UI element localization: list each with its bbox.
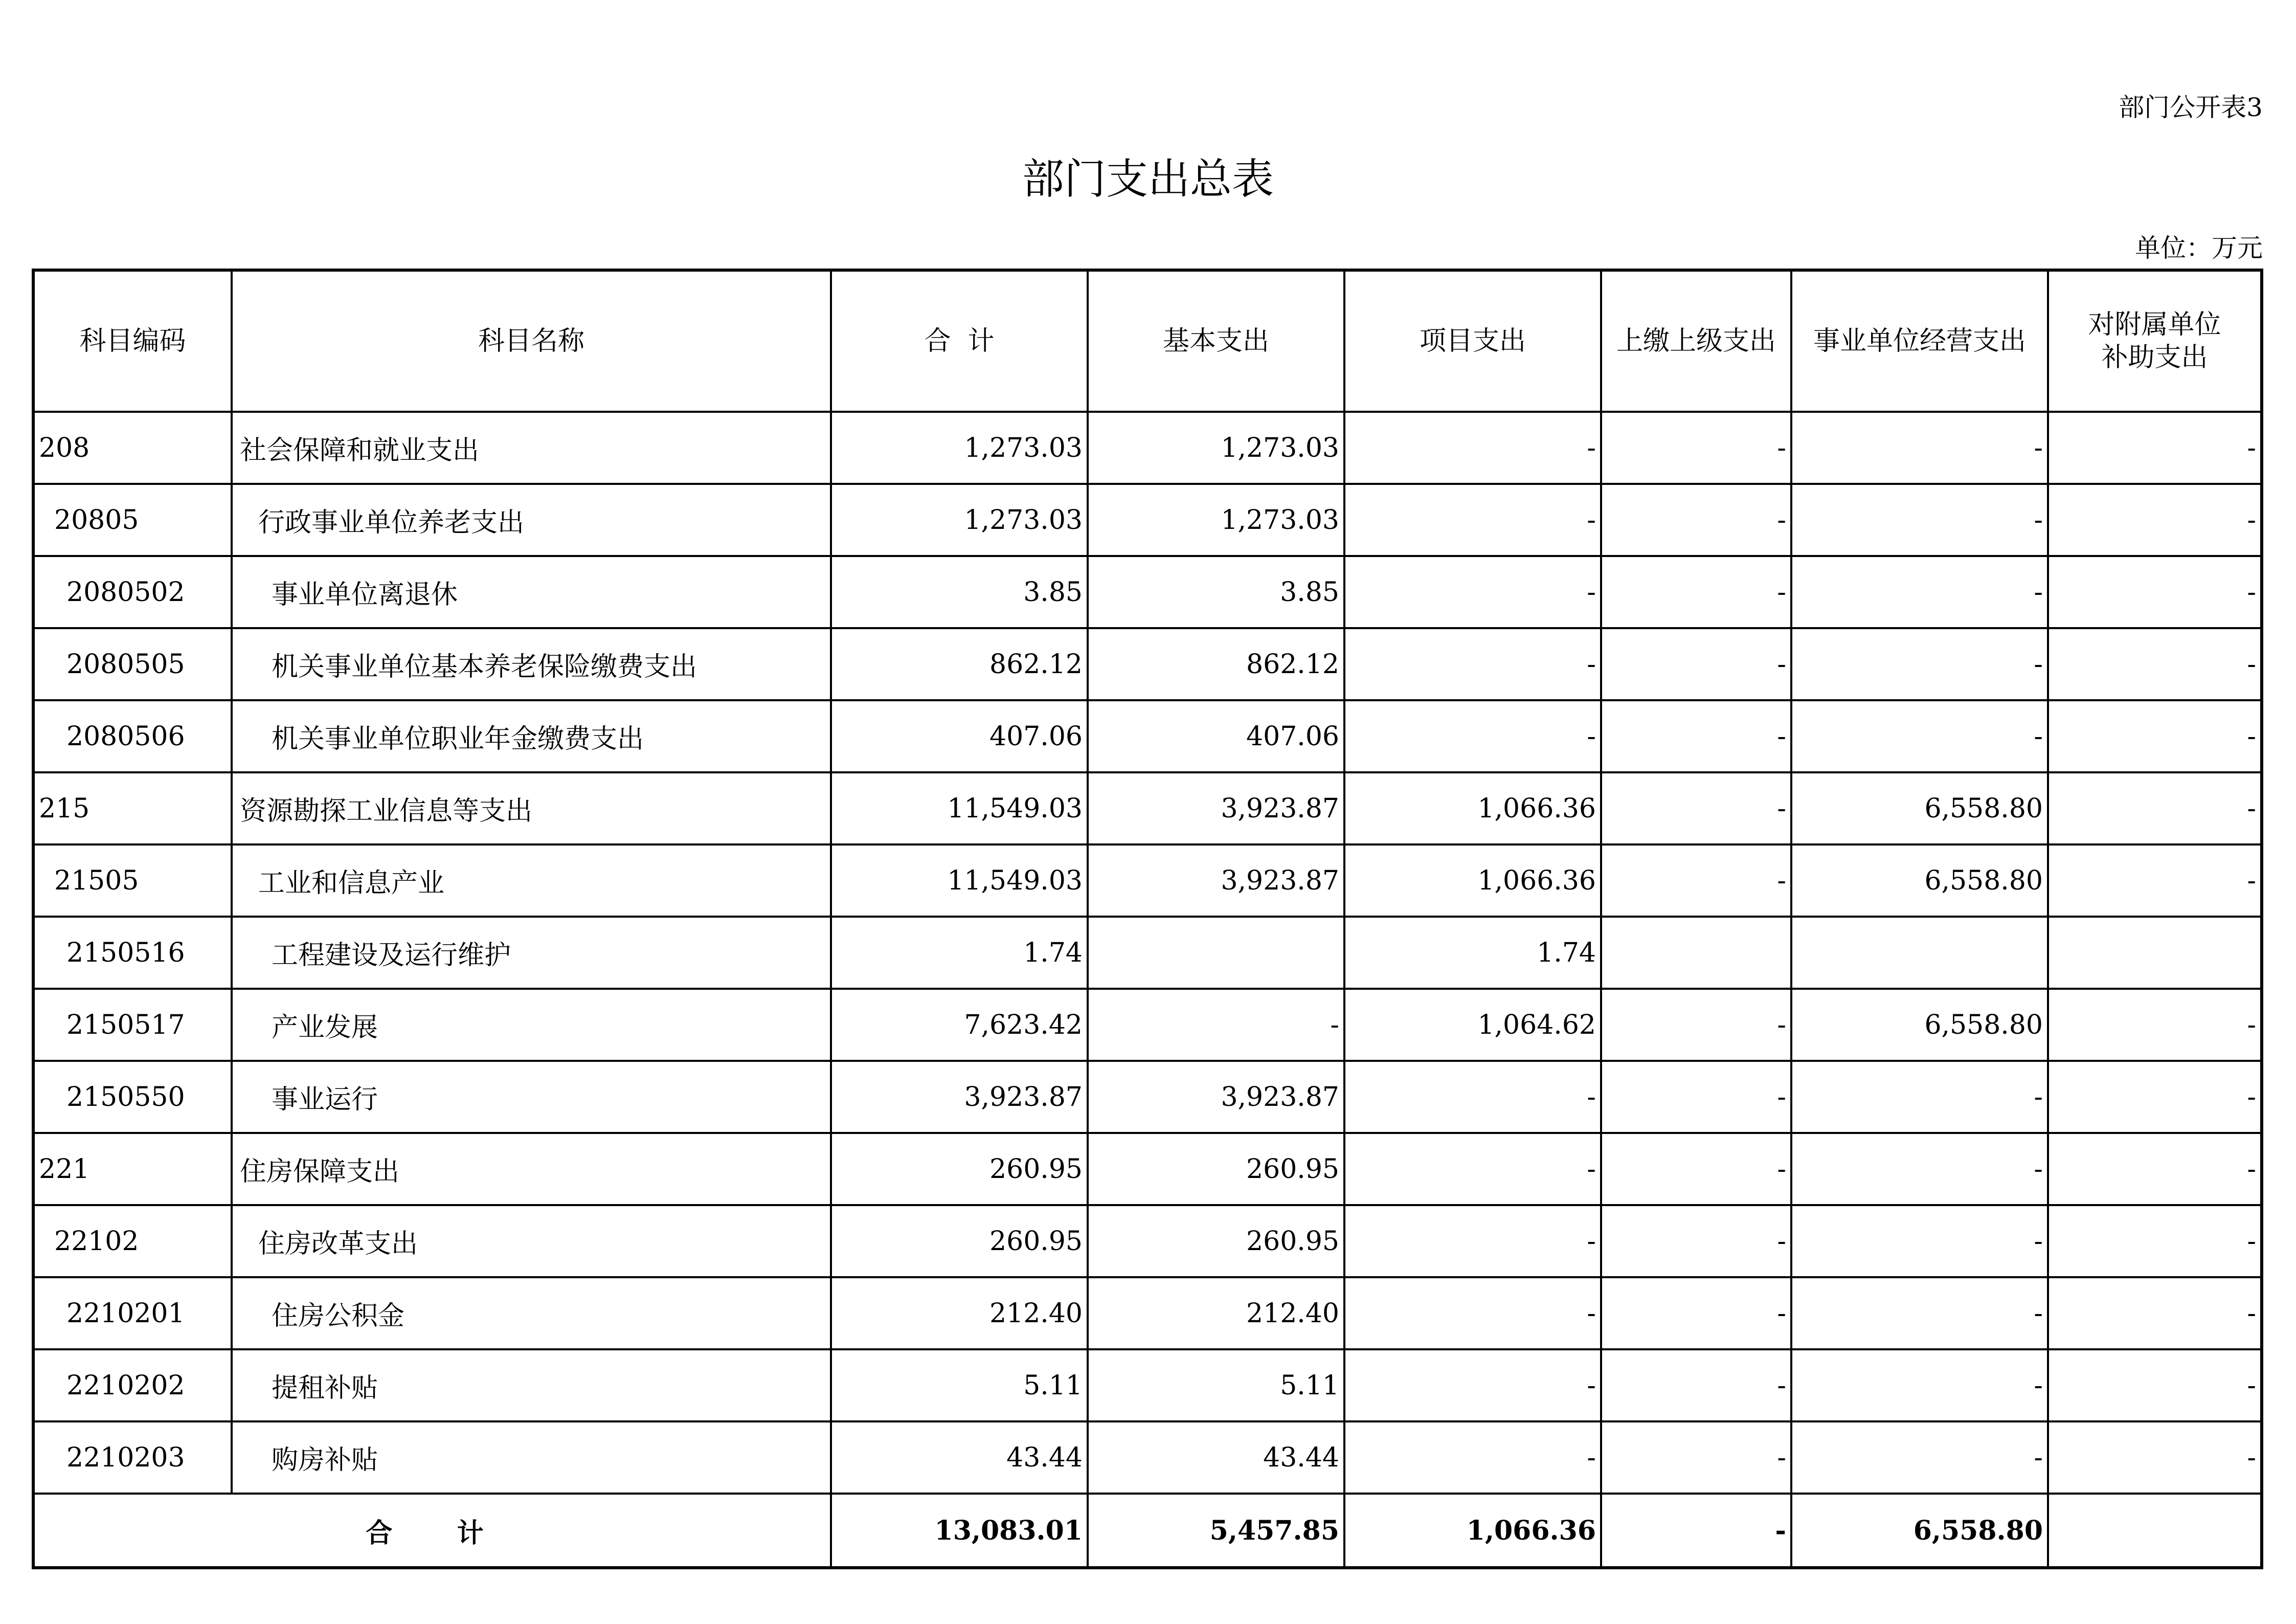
header-total: 合 计 xyxy=(831,270,1088,412)
cell-project: 1.74 xyxy=(1344,917,1601,989)
cell-subsidy: - xyxy=(2048,1349,2262,1421)
cell-code: 2080506 xyxy=(33,700,232,772)
cell-business: - xyxy=(1791,1205,2048,1277)
cell-code: 215 xyxy=(33,772,232,844)
table-row xyxy=(33,1205,2262,1277)
cell-project: - xyxy=(1344,700,1601,772)
page-title: 部门支出总表 xyxy=(1022,155,1274,204)
cell-code: 2210201 xyxy=(33,1277,232,1349)
table-row xyxy=(33,628,2262,700)
cell-code: 2080502 xyxy=(33,556,232,628)
cell-business: - xyxy=(1791,700,2048,772)
table-row xyxy=(33,1061,2262,1133)
cell-total: 43.44 xyxy=(831,1421,1088,1494)
cell-basic: 1,273.03 xyxy=(1088,412,1344,484)
cell-basic: 862.12 xyxy=(1088,628,1344,700)
header-subsidy xyxy=(2048,270,2262,412)
total-label: 合 计 xyxy=(33,1494,831,1568)
cell-name: 社会保障和就业支出 xyxy=(232,412,831,484)
cell-project: - xyxy=(1344,1061,1601,1133)
cell-name: 资源勘探工业信息等支出 xyxy=(232,772,831,844)
form-number: 部门公开表3 xyxy=(2119,93,2263,122)
cell-project: - xyxy=(1344,1277,1601,1349)
cell-upper: - xyxy=(1601,772,1791,844)
cell-upper: - xyxy=(1601,1349,1791,1421)
cell-business: 6,558.80 xyxy=(1791,844,2048,917)
cell-total: 260.95 xyxy=(831,1205,1088,1277)
cell-subsidy: - xyxy=(2048,1061,2262,1133)
cell-subsidy: - xyxy=(2048,484,2262,556)
cell-name: 机关事业单位基本养老保险缴费支出 xyxy=(232,628,831,700)
cell-name: 工业和信息产业 xyxy=(232,844,831,917)
cell-code: 22102 xyxy=(33,1205,232,1277)
cell-basic: 212.40 xyxy=(1088,1277,1344,1349)
table-header-row xyxy=(33,270,2262,412)
cell-subsidy: - xyxy=(2048,556,2262,628)
header-name: 科目名称 xyxy=(232,270,831,412)
cell-business xyxy=(1791,917,2048,989)
cell-upper: - xyxy=(1601,989,1791,1061)
cell-project: - xyxy=(1344,1421,1601,1494)
cell-business: - xyxy=(1791,1133,2048,1205)
cell-upper: - xyxy=(1601,1421,1791,1494)
table-row xyxy=(33,1349,2262,1421)
total-business: 6,558.80 xyxy=(1791,1494,2048,1568)
cell-subsidy: - xyxy=(2048,1205,2262,1277)
cell-total: 1.74 xyxy=(831,917,1088,989)
cell-total: 7,623.42 xyxy=(831,989,1088,1061)
cell-total: 3.85 xyxy=(831,556,1088,628)
cell-basic: 407.06 xyxy=(1088,700,1344,772)
cell-subsidy: - xyxy=(2048,989,2262,1061)
cell-code: 221 xyxy=(33,1133,232,1205)
table-row xyxy=(33,484,2262,556)
table-row xyxy=(33,989,2262,1061)
header-basic: 基本支出 xyxy=(1088,270,1344,412)
cell-project: - xyxy=(1344,628,1601,700)
cell-business: - xyxy=(1791,484,2048,556)
cell-name: 机关事业单位职业年金缴费支出 xyxy=(232,700,831,772)
cell-basic: 43.44 xyxy=(1088,1421,1344,1494)
cell-total: 5.11 xyxy=(831,1349,1088,1421)
unit-label: 单位：万元 xyxy=(2135,233,2263,263)
total-upper: - xyxy=(1601,1494,1791,1568)
table-row xyxy=(33,844,2262,917)
cell-upper xyxy=(1601,917,1791,989)
cell-basic xyxy=(1088,917,1344,989)
table-row xyxy=(33,700,2262,772)
cell-upper: - xyxy=(1601,1133,1791,1205)
header-code: 科目编码 xyxy=(33,270,232,412)
total-basic: 5,457.85 xyxy=(1088,1494,1344,1568)
cell-name: 住房公积金 xyxy=(232,1277,831,1349)
cell-code: 2210203 xyxy=(33,1421,232,1494)
cell-total: 11,549.03 xyxy=(831,844,1088,917)
cell-name: 购房补贴 xyxy=(232,1421,831,1494)
cell-upper: - xyxy=(1601,628,1791,700)
table-body xyxy=(33,412,2262,1494)
cell-subsidy: - xyxy=(2048,412,2262,484)
cell-name: 事业运行 xyxy=(232,1061,831,1133)
cell-name: 事业单位离退休 xyxy=(232,556,831,628)
table-row xyxy=(33,917,2262,989)
cell-basic: 260.95 xyxy=(1088,1205,1344,1277)
cell-name: 提租补贴 xyxy=(232,1349,831,1421)
cell-project: 1,066.36 xyxy=(1344,772,1601,844)
cell-total: 11,549.03 xyxy=(831,772,1088,844)
cell-code: 20805 xyxy=(33,484,232,556)
cell-subsidy: - xyxy=(2048,1421,2262,1494)
cell-total: 407.06 xyxy=(831,700,1088,772)
cell-total: 1,273.03 xyxy=(831,484,1088,556)
total-total: 13,083.01 xyxy=(831,1494,1088,1568)
cell-total: 1,273.03 xyxy=(831,412,1088,484)
total-project: 1,066.36 xyxy=(1344,1494,1601,1568)
header-business: 事业单位经营支出 xyxy=(1791,270,2048,412)
cell-name: 行政事业单位养老支出 xyxy=(232,484,831,556)
table-row xyxy=(33,1421,2262,1494)
cell-subsidy: - xyxy=(2048,772,2262,844)
cell-basic: 260.95 xyxy=(1088,1133,1344,1205)
cell-upper: - xyxy=(1601,1205,1791,1277)
cell-basic: 5.11 xyxy=(1088,1349,1344,1421)
header-subsidy-line1: 对附属单位 xyxy=(2088,309,2221,340)
cell-subsidy xyxy=(2048,917,2262,989)
cell-subsidy: - xyxy=(2048,628,2262,700)
cell-upper: - xyxy=(1601,1061,1791,1133)
cell-code: 208 xyxy=(33,412,232,484)
cell-business: 6,558.80 xyxy=(1791,772,2048,844)
cell-business: 6,558.80 xyxy=(1791,989,2048,1061)
cell-basic: 3.85 xyxy=(1088,556,1344,628)
table-row xyxy=(33,1133,2262,1205)
cell-code: 2150550 xyxy=(33,1061,232,1133)
cell-upper: - xyxy=(1601,556,1791,628)
cell-business: - xyxy=(1791,1277,2048,1349)
cell-project: - xyxy=(1344,1349,1601,1421)
total-subsidy xyxy=(2048,1494,2262,1568)
cell-upper: - xyxy=(1601,700,1791,772)
cell-total: 260.95 xyxy=(831,1133,1088,1205)
cell-total: 212.40 xyxy=(831,1277,1088,1349)
cell-code: 2080505 xyxy=(33,628,232,700)
cell-project: - xyxy=(1344,556,1601,628)
cell-code: 21505 xyxy=(33,844,232,917)
cell-project: 1,066.36 xyxy=(1344,844,1601,917)
cell-name: 住房保障支出 xyxy=(232,1133,831,1205)
header-upper: 上缴上级支出 xyxy=(1601,270,1791,412)
cell-basic: 3,923.87 xyxy=(1088,844,1344,917)
cell-upper: - xyxy=(1601,412,1791,484)
cell-code: 2210202 xyxy=(33,1349,232,1421)
cell-project: - xyxy=(1344,484,1601,556)
cell-project: - xyxy=(1344,412,1601,484)
cell-subsidy: - xyxy=(2048,700,2262,772)
cell-basic: 3,923.87 xyxy=(1088,1061,1344,1133)
cell-subsidy: - xyxy=(2048,1277,2262,1349)
cell-business: - xyxy=(1791,412,2048,484)
cell-name: 工程建设及运行维护 xyxy=(232,917,831,989)
table-row xyxy=(33,772,2262,844)
cell-business: - xyxy=(1791,1349,2048,1421)
cell-name: 住房改革支出 xyxy=(232,1205,831,1277)
cell-business: - xyxy=(1791,628,2048,700)
cell-basic: - xyxy=(1088,989,1344,1061)
cell-business: - xyxy=(1791,1061,2048,1133)
cell-total: 862.12 xyxy=(831,628,1088,700)
cell-code: 2150517 xyxy=(33,989,232,1061)
cell-business: - xyxy=(1791,1421,2048,1494)
cell-upper: - xyxy=(1601,1277,1791,1349)
cell-code: 2150516 xyxy=(33,917,232,989)
cell-business: - xyxy=(1791,556,2048,628)
header-project: 项目支出 xyxy=(1344,270,1601,412)
cell-name: 产业发展 xyxy=(232,989,831,1061)
total-row xyxy=(33,1494,2262,1568)
cell-basic: 3,923.87 xyxy=(1088,772,1344,844)
cell-upper: - xyxy=(1601,484,1791,556)
table-row xyxy=(33,412,2262,484)
table-row xyxy=(33,556,2262,628)
cell-total: 3,923.87 xyxy=(831,1061,1088,1133)
cell-project: - xyxy=(1344,1133,1601,1205)
table-row xyxy=(33,1277,2262,1349)
cell-subsidy: - xyxy=(2048,844,2262,917)
cell-project: - xyxy=(1344,1205,1601,1277)
cell-basic: 1,273.03 xyxy=(1088,484,1344,556)
cell-upper: - xyxy=(1601,844,1791,917)
cell-subsidy: - xyxy=(2048,1133,2262,1205)
header-subsidy-line2: 补助支出 xyxy=(2101,342,2208,373)
cell-project: 1,064.62 xyxy=(1344,989,1601,1061)
expenditure-table xyxy=(32,269,2263,1569)
